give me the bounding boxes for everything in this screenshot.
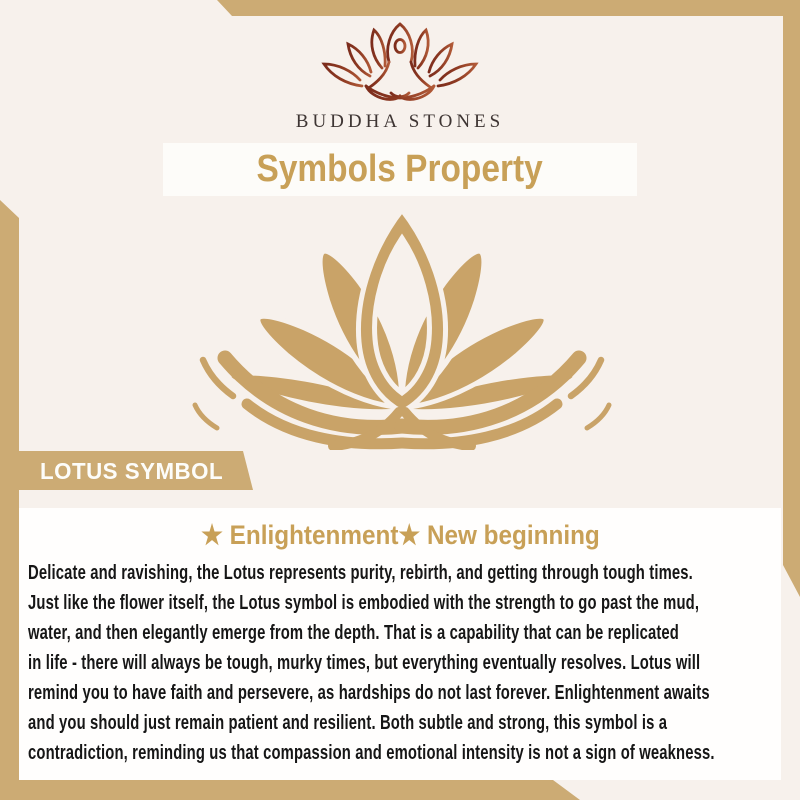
content-heading-text: ★ Enlightenment★ New beginning — [200, 520, 600, 550]
body-line: remind you to have faith and persevere, as hardships do not last forever. Enlightenment awaits — [28, 682, 710, 704]
title-band — [163, 143, 637, 196]
lotus-petals-and-figure — [324, 24, 476, 99]
buddha-stones-logo — [318, 20, 482, 108]
section-banner — [19, 451, 255, 490]
body-line: in life - there will always be tough, murky times, but everything eventually resolves. Lotus will — [28, 652, 701, 674]
body-line: Delicate and ravishing, the Lotus represents purity, rebirth, and getting through tough times. — [28, 562, 693, 584]
brand-name: BUDDHA STONES — [295, 111, 505, 132]
content-box — [19, 508, 781, 780]
page-title: Symbols Property — [256, 148, 544, 190]
body-line: contradiction, reminding us that compassion and emotional intensity is not a sign of weakness. — [28, 742, 715, 764]
body-line: Just like the flower itself, the Lotus symbol is embodied with the strength to go past the mud, — [28, 592, 700, 614]
content-heading — [19, 518, 781, 552]
section-banner-label: LOTUS SYMBOL — [40, 458, 224, 484]
body-line: and you should just remain patient and resilient. Both subtle and strong, this symbol is a — [28, 712, 668, 734]
lotus-petal-fan — [226, 210, 577, 424]
lotus-illustration — [187, 200, 617, 450]
body-paragraph — [28, 558, 781, 768]
body-line: water, and then elegantly emerge from the depth. That is a capability that can be replicated — [28, 622, 680, 644]
